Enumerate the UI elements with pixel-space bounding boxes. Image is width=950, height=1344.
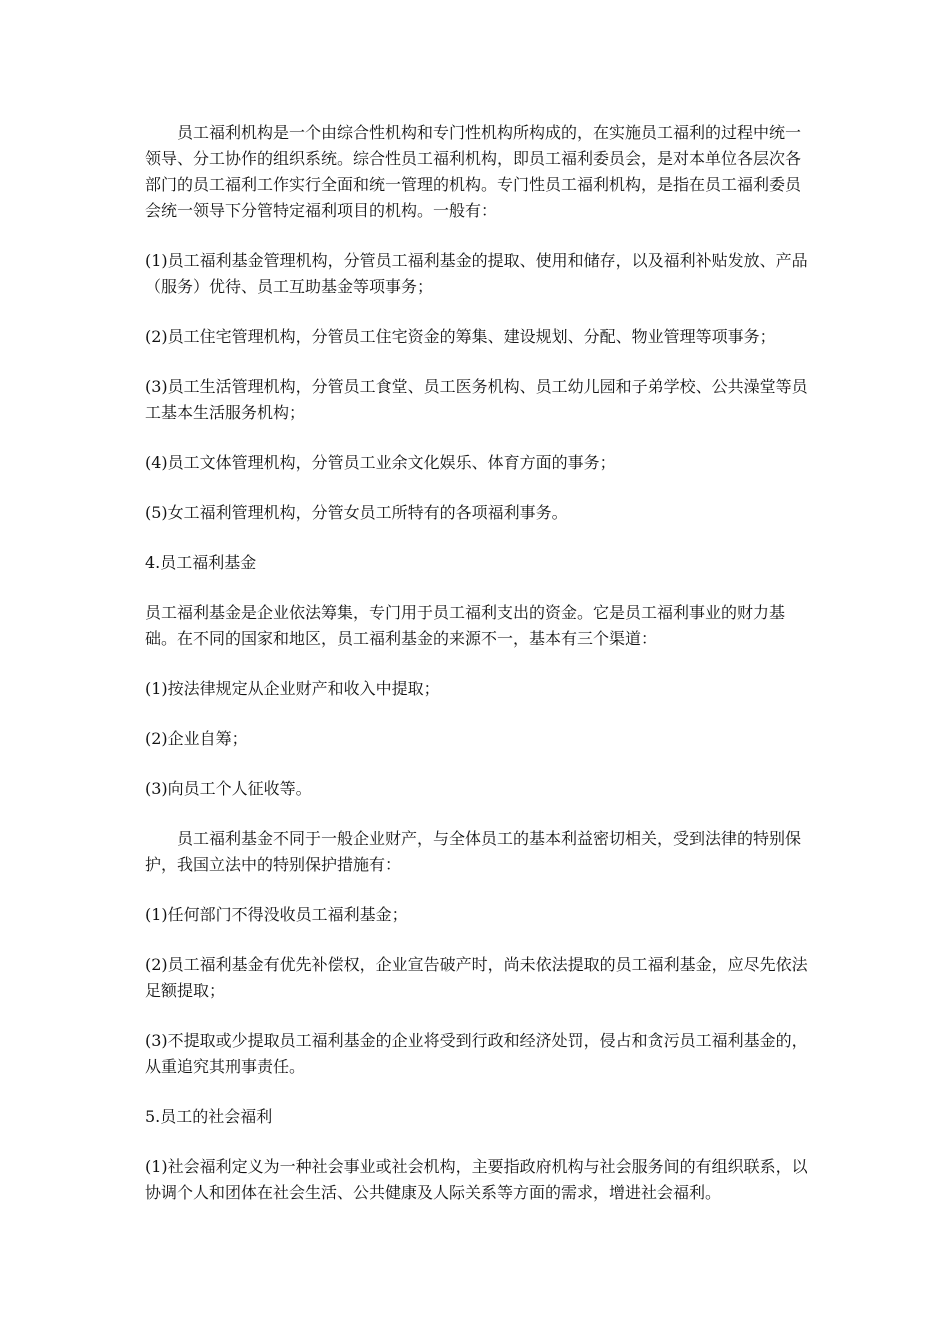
- document-page: [145, 120, 815, 1230]
- list-item-sports-culture: (4)员工文体管理机构，分管员工业余文化娱乐、体育方面的事务；: [145, 453, 616, 472]
- list-item-employee-levy: (3)向员工个人征收等。: [145, 779, 312, 798]
- protection-paragraph: 员工福利基金不同于一般企业财产，与全体员工的基本利益密切相关，受到法律的特别保护，我国立法中的特别保护措施有：: [145, 829, 802, 874]
- section-heading-welfare-fund: 4.员工福利基金: [145, 553, 257, 572]
- list-item-priority-compensation: (2)员工福利基金有优先补偿权，企业宣告破产时，尚未依法提取的员工福利基金，应尽先依法足额提取；: [145, 955, 808, 1000]
- section-heading-social-welfare: 5.员工的社会福利: [145, 1107, 273, 1126]
- list-item-female-welfare: (5)女工福利管理机构，分管女员工所特有的各项福利事务。: [145, 503, 568, 522]
- list-item-penalties: (3)不提取或少提取员工福利基金的企业将受到行政和经济处罚，侵占和贪污员工福利基金的，从重追究其刑事责任。: [145, 1031, 808, 1076]
- list-item-no-confiscation: (1)任何部门不得没收员工福利基金；: [145, 905, 408, 924]
- intro-paragraph: 员工福利机构是一个由综合性机构和专门性机构所构成的，在实施员工福利的过程中统一领导、分工协作的组织系统。综合性员工福利机构，即员工福利委员会，是对本单位各层次各部门的员工福利工作实行全面和统一管理的机构。专门性员工福利机构，是指在员工福利委员会统一领导下分管特定福利项目的机构。一般有：: [145, 123, 802, 220]
- list-item-life-management: (3)员工生活管理机构，分管员工食堂、员工医务机构、员工幼儿园和子弟学校、公共澡堂等员工基本生活服务机构；: [145, 377, 808, 422]
- list-item-self-raised: (2)企业自筹；: [145, 729, 248, 748]
- list-item-legal-extraction: (1)按法律规定从企业财产和收入中提取；: [145, 679, 440, 698]
- social-welfare-definition: (1)社会福利定义为一种社会事业或社会机构，主要指政府机构与社会服务间的有组织联系，以协调个人和团体在社会生活、公共健康及人际关系等方面的需求，增进社会福利。: [145, 1157, 808, 1202]
- list-item-fund-management: (1)员工福利基金管理机构，分管员工福利基金的提取、使用和储存，以及福利补贴发放、产品（服务）优待、员工互助基金等项事务；: [145, 251, 808, 296]
- welfare-fund-paragraph: 员工福利基金是企业依法筹集，专门用于员工福利支出的资金。它是员工福利事业的财力基础。在不同的国家和地区，员工福利基金的来源不一，基本有三个渠道：: [145, 603, 786, 648]
- list-item-housing-management: (2)员工住宅管理机构，分管员工住宅资金的筹集、建设规划、分配、物业管理等项事务；: [145, 327, 776, 346]
